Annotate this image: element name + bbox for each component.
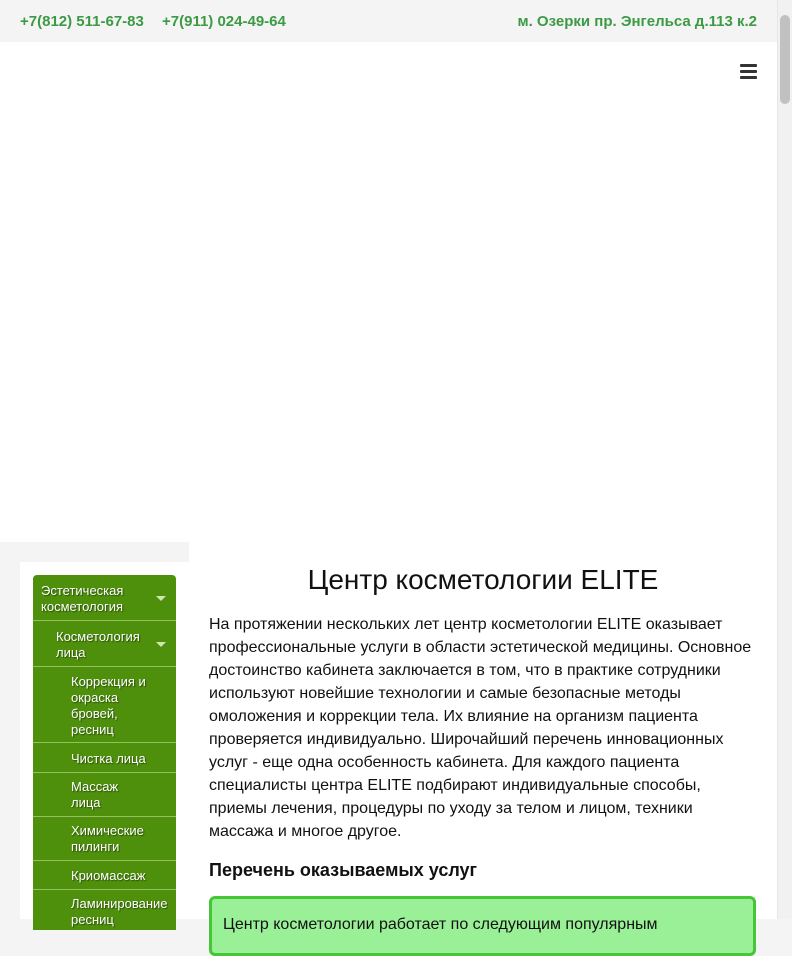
menu-item-label: Коррекция и окраска бровей, ресниц: [71, 674, 146, 737]
menu-item-face-massage[interactable]: [33, 773, 176, 817]
menu-item-label: Химические пилинги: [71, 823, 144, 854]
chevron-down-icon[interactable]: [156, 596, 166, 601]
page-title: Центр косметологии ELITE: [307, 564, 659, 595]
menu-item-aesthetic-cosmetology[interactable]: [33, 575, 176, 621]
sidebar-menu: [33, 575, 176, 930]
menu-item-label: Массаж лица: [71, 779, 119, 810]
menu-item-chemical-peels[interactable]: [33, 817, 176, 861]
menu-item-label: Косметология лица: [56, 629, 140, 660]
menu-item-cryomassage[interactable]: [33, 861, 176, 890]
menu-item-lash-lamination[interactable]: [33, 890, 176, 930]
menu-item-face-cosmetology[interactable]: [33, 621, 176, 667]
menu-item-label: Ламинирование ресниц: [71, 896, 168, 927]
services-info-box: [209, 896, 756, 956]
header-area: [0, 42, 777, 542]
scrollbar-thumb[interactable]: [780, 15, 790, 104]
hamburger-menu-icon[interactable]: [740, 64, 757, 79]
menu-item-label: Чистка лица: [71, 751, 146, 766]
chevron-down-icon[interactable]: [156, 642, 166, 647]
services-info-text: Центр косметологии работает по следующим популярным: [223, 916, 658, 933]
scrollbar[interactable]: [777, 0, 792, 919]
menu-item-face-cleaning[interactable]: [33, 743, 176, 773]
intro-paragraph: На протяжении нескольких лет центр косметологии ELITE оказывает профессиональные услуги в области эстетической медицины. Основное достоинство кабинета заключается в том, что в практике сотрудники используют новейшие технологии и самые безопасные методы омоложения и коррекции тела. Их влияние на организм пациента проверяется индивидуально. Широчайший перечень инновационных услуг - еще одна особенность кабинета. Для каждого пациента специалисты центра ELITE подбирают индивидуальные способы, приемы лечения, процедуры по уходу за телом и лицом, техники массажа и многое другое.: [209, 616, 752, 840]
main-content: [189, 542, 777, 933]
top-bar: [0, 0, 777, 42]
sidebar: [20, 562, 189, 927]
menu-item-brow-correction[interactable]: [33, 667, 176, 743]
services-heading: Перечень оказываемых услуг: [209, 860, 478, 880]
phone-link-2[interactable]: +7(911) 024-49-64: [162, 13, 286, 30]
menu-item-label: Эстетическая косметология: [41, 583, 124, 614]
address-text: м. Озерки пр. Энгельса д.113 к.2: [517, 13, 757, 30]
menu-item-label: Криомассаж: [71, 868, 146, 883]
phone-link-1[interactable]: +7(812) 511-67-83: [20, 13, 144, 30]
